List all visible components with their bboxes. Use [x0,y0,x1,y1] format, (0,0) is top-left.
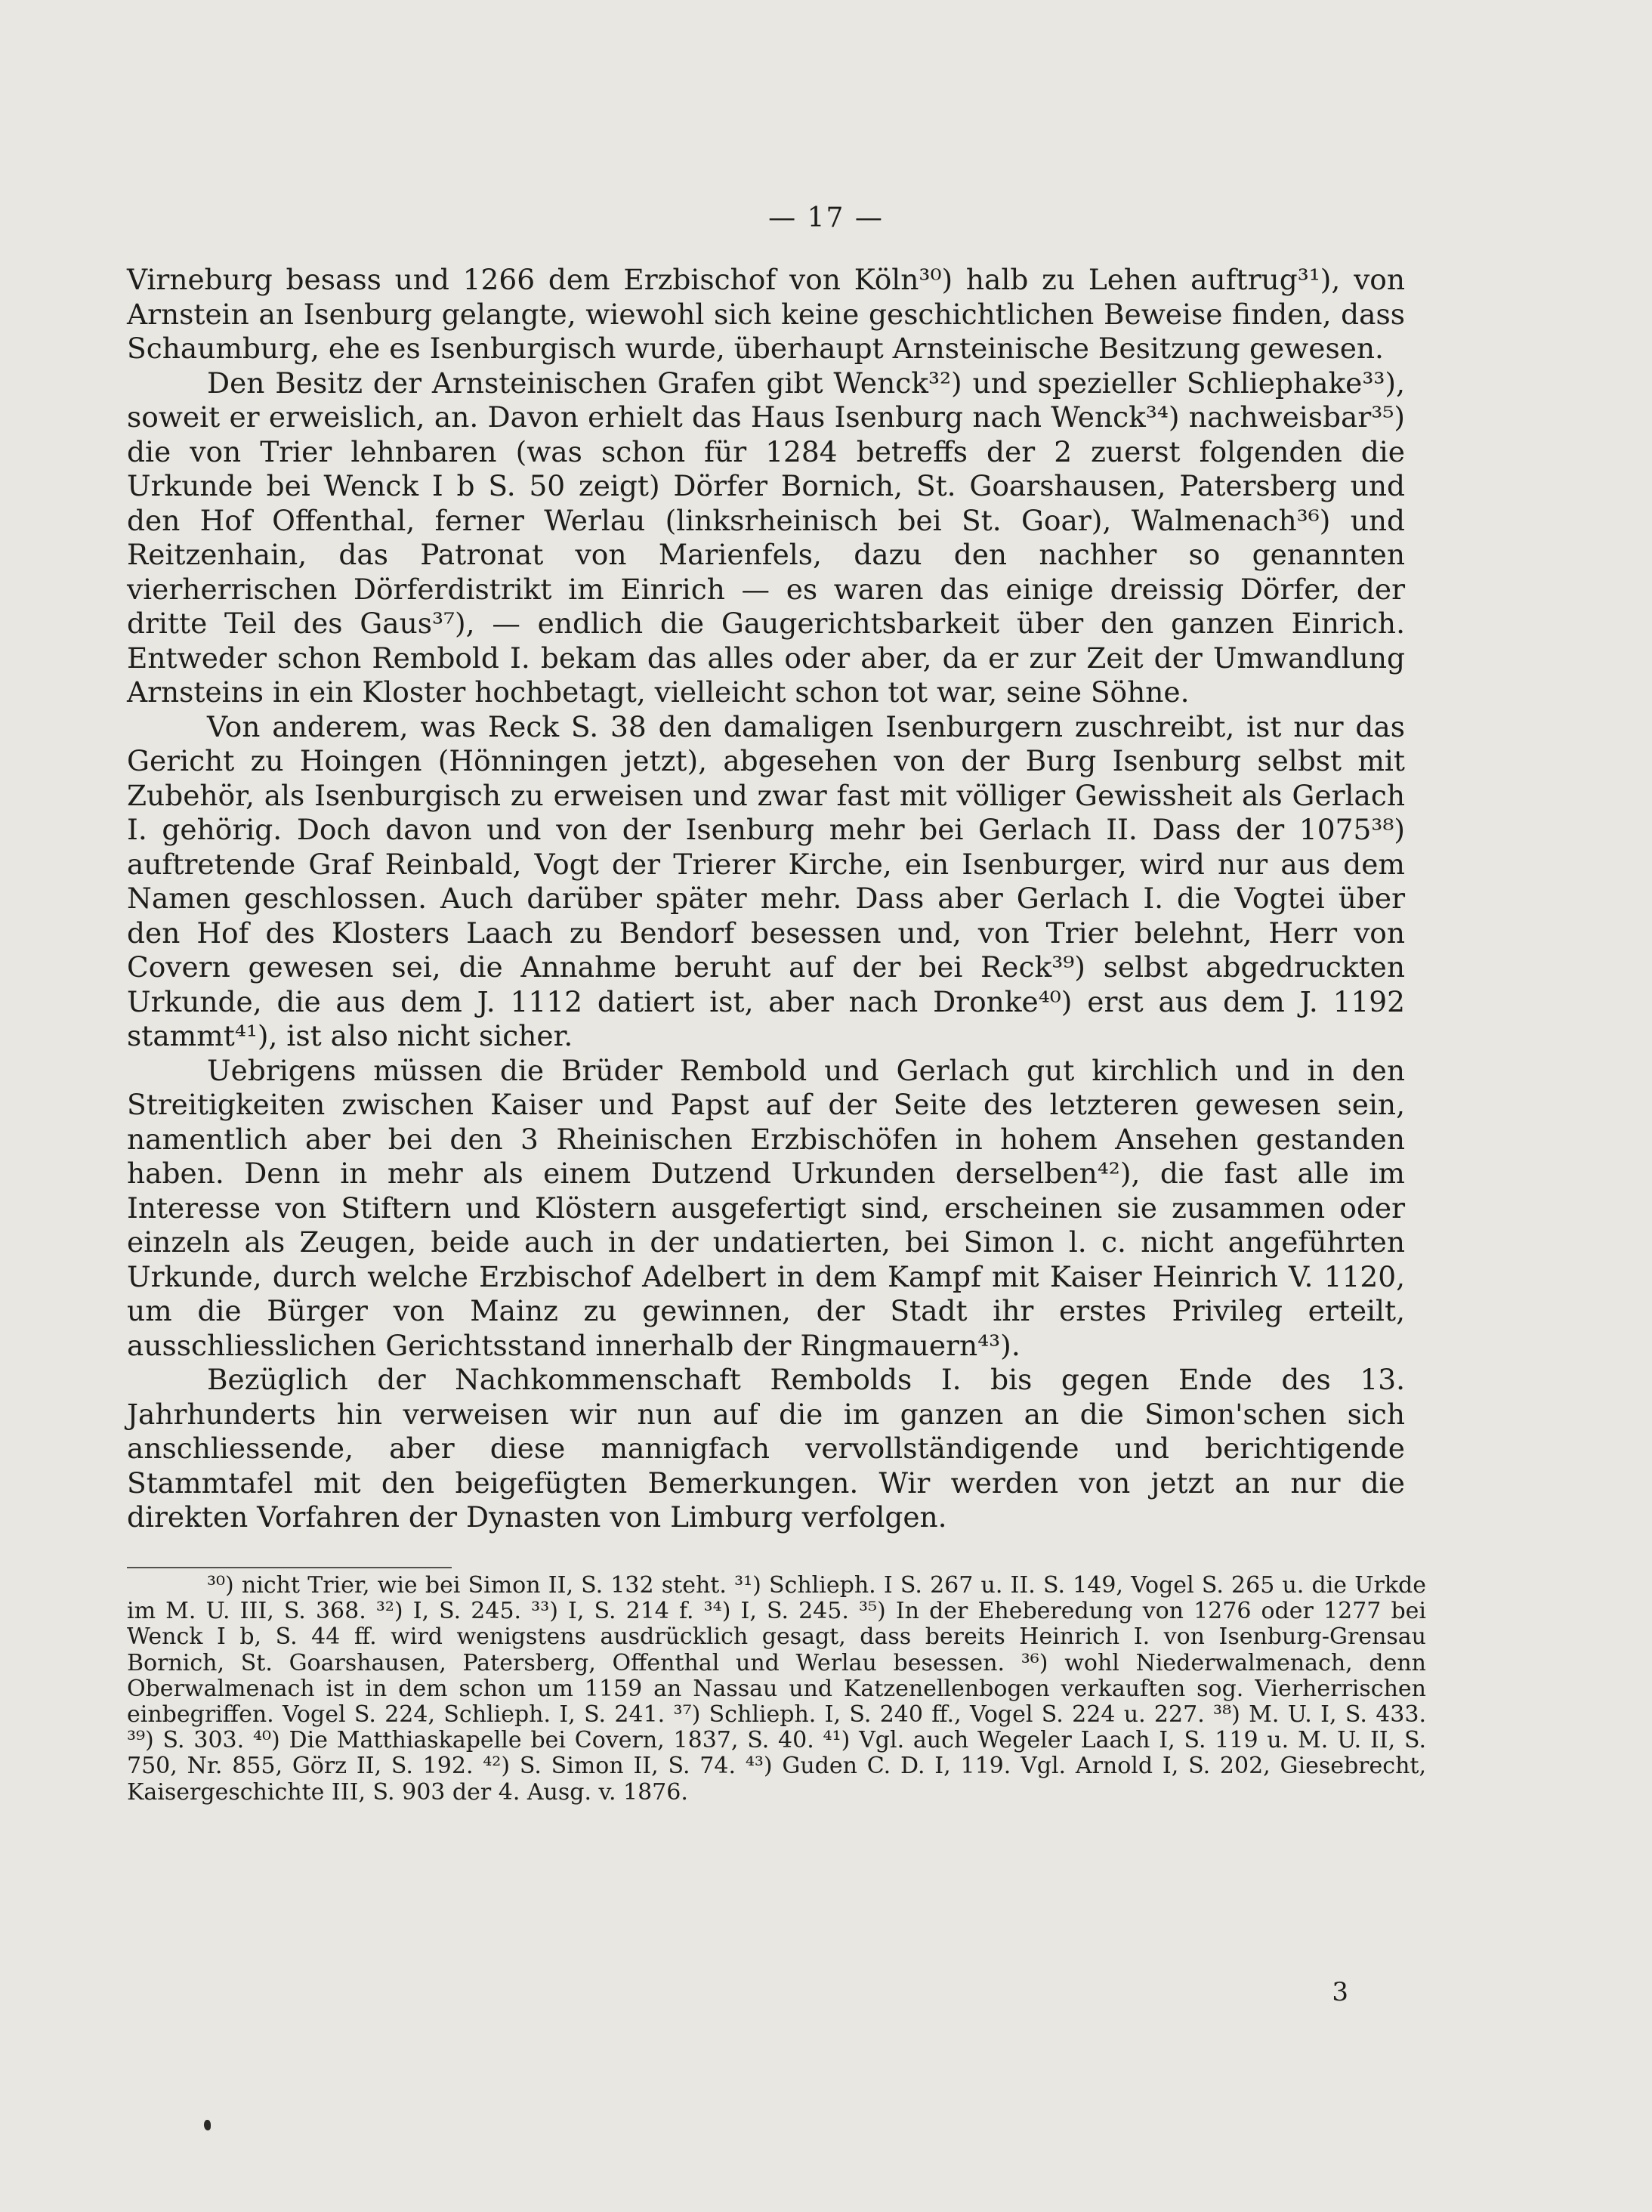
paragraph: Uebrigens müssen die Brüder Rembold und Gerlach gut kirchlich und in den Streitigkeiten zwischen Kaiser und Papst auf der Seite des letzteren gewesen sein, namentlich aber bei den 3 Rheinischen Erzbischöfen in hohem Ansehen gestanden haben. Denn in mehr als einem Dutzend Urkunden derselben⁴²), die fast alle im Interesse von Stiftern und Klöstern ausgefertigt sind, erscheinen sie zusammen oder einzeln als Zeugen, beide auch in der undatierten, bei Simon l. c. nicht angeführten Urkunde, durch welche Erzbischof Adelbert in dem Kampf mit Kaiser Heinrich V. 1120, um die Bürger von Mainz zu gewinnen, der Stadt ihr erstes Privileg erteilt, ausschliesslichen Gerichtsstand innerhalb der Ringmauern⁴³). [127,1053,1405,1362]
page-number: — 17 — [768,202,884,233]
footnotes [127,1573,1426,1806]
body-text [127,263,1405,1535]
ink-speck [204,2120,211,2130]
printer-signature-mark: 3 [1332,1977,1348,2007]
footnote-separator [127,1567,452,1568]
paragraph: Den Besitz der Arnsteinischen Grafen gibt Wenck³²) und spezieller Schliephake³³), soweit er erweislich, an. Davon erhielt das Haus Isenburg nach Wenck³⁴) nachweisbar³⁵) die von Trier lehnbaren (was schon für 1284 betreffs der 2 zuerst folgenden die Urkunde bei Wenck I b S. 50 zeigt) Dörfer Bornich, St. Goarshausen, Patersberg und den Hof Offenthal, ferner Werlau (linksrheinisch bei St. Goar), Walmenach³⁶) und Reitzenhain, das Patronat von Marienfels, dazu den nachher so genannten vierherrischen Dörferdistrikt im Einrich — es waren das einige dreissig Dörfer, der dritte Teil des Gaus³⁷), — endlich die Gaugerichtsbarkeit über den ganzen Einrich. Entweder schon Rembold I. bekam das alles oder aber, da er zur Zeit der Umwandlung Arnsteins in ein Kloster hochbetagt, vielleicht schon tot war, seine Söhne. [127,366,1405,709]
paragraph: Bezüglich der Nachkommenschaft Rembolds I. bis gegen Ende des 13. Jahrhunderts hin verweisen wir nun auf die im ganzen an die Simon'schen sich anschliessende, aber diese mannigfach vervollständigende und berichtigende Stammtafel mit den beigefügten Bemerkungen. Wir werden von jetzt an nur die direkten Vorfahren der Dynasten von Limburg verfolgen. [127,1363,1405,1534]
paragraph: Virneburg besass und 1266 dem Erzbischof von Köln³⁰) halb zu Lehen auftrug³¹), von Arnstein an Isenburg gelangte, wiewohl sich keine geschichtlichen Beweise finden, dass Schaumburg, ehe es Isenburgisch wurde, überhaupt Arnsteinische Besitzung gewesen. [127,263,1405,365]
paragraph: Von anderem, was Reck S. 38 den damaligen Isenburgern zuschreibt, ist nur das Gericht zu Hoingen (Hönningen jetzt), abgesehen von der Burg Isenburg selbst mit Zubehör, als Isenburgisch zu erweisen und zwar fast mit völliger Gewissheit als Gerlach I. gehörig. Doch davon und von der Isenburg mehr bei Gerlach II. Dass der 1075³⁸) auftretende Graf Reinbald, Vogt der Trierer Kirche, ein Isenburger, wird nur aus dem Namen geschlossen. Auch darüber später mehr. Dass aber Gerlach I. die Vogtei über den Hof des Klosters Laach zu Bendorf besessen und, von Trier belehnt, Herr von Covern gewesen sei, die Annahme beruht auf der bei Reck³⁹) selbst abgedruckten Urkunde, die aus dem J. 1112 datiert ist, aber nach Dronke⁴⁰) erst aus dem J. 1192 stammt⁴¹), ist also nicht sicher. [127,709,1405,1052]
footnote-text: ³⁰) nicht Trier, wie bei Simon II, S. 132 steht. ³¹) Schlieph. I S. 267 u. II. S. 149, Vogel S. 265 u. die Urkde im M. U. III, S. 368. ³²) I, S. 245. ³³) I, S. 214 f. ³⁴) I, S. 245. ³⁵) In der Eheberedung von 1276 oder 1277 bei Wenck I b, S. 44 ff. wird wenigstens ausdrücklich gesagt, dass bereits Heinrich I. von Isenburg-Grensau Bornich, St. Goarshausen, Patersberg, Offenthal und Werlau besessen. ³⁶) wohl Niederwalmenach, denn Oberwalmenach ist in dem schon um 1159 an Nassau und Katzenellenbogen verkauften sog. Vierherrischen einbegriffen. Vogel S. 224, Schlieph. I, S. 241. ³⁷) Schlieph. I, S. 240 ff., Vogel S. 224 u. 227. ³⁸) M. U. I, S. 433. ³⁹) S. 303. ⁴⁰) Die Matthiaskapelle bei Covern, 1837, S. 40. ⁴¹) Vgl. auch Wegeler Laach I, S. 119 u. M. U. II, S. 750, Nr. 855, Görz II, S. 192. ⁴²) S. Simon II, S. 74. ⁴³) Guden C. D. I, 119. Vgl. Arnold I, S. 202, Giesebrecht, Kaisergeschichte III, S. 903 der 4. Ausg. v. 1876. [127,1572,1426,1806]
